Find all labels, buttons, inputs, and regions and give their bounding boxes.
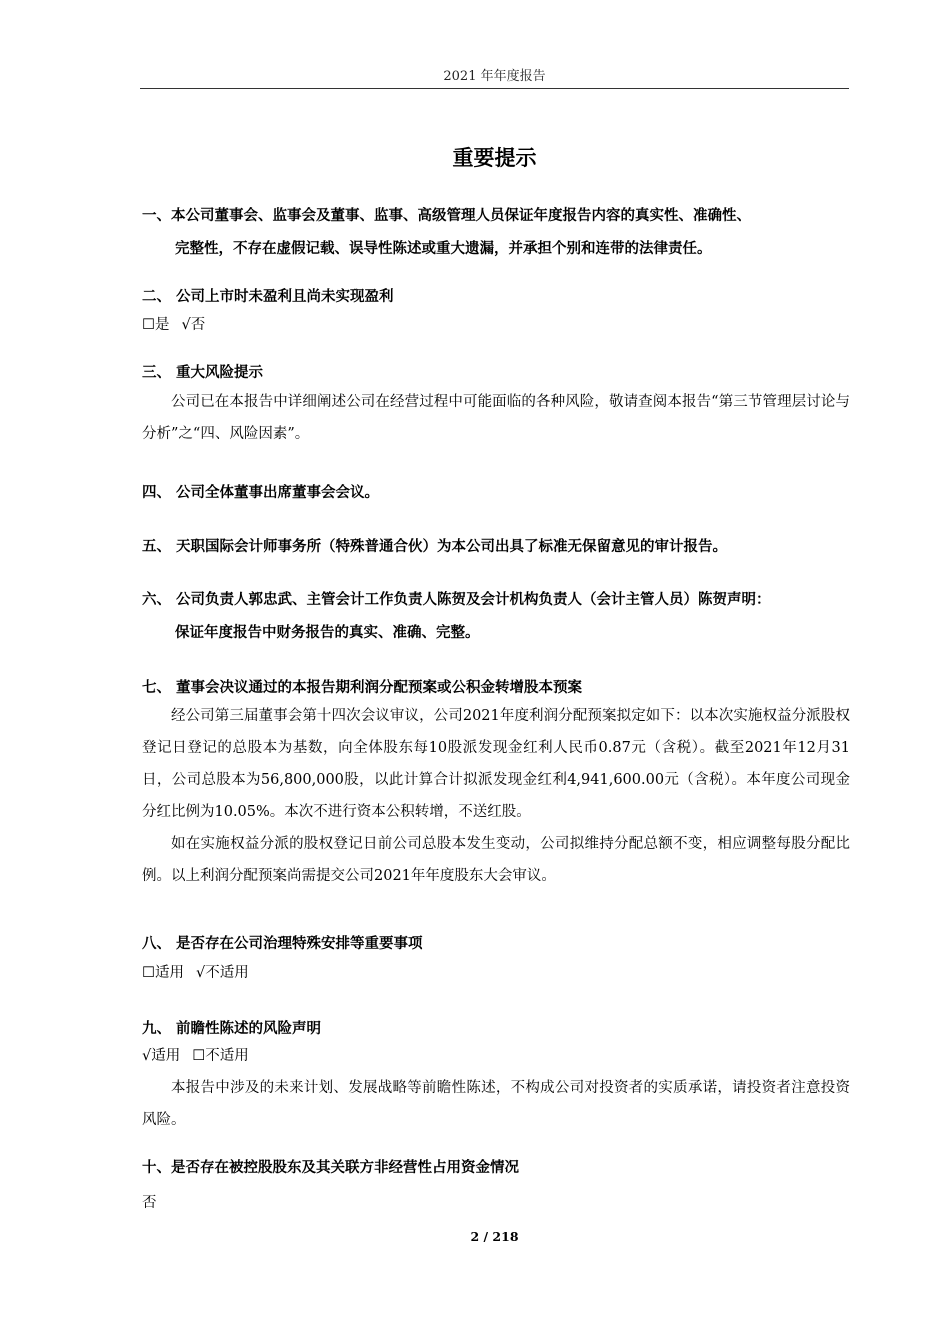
checkbox-no: √否 xyxy=(181,317,206,333)
section-7-body xyxy=(142,700,850,892)
section-6 xyxy=(142,584,771,650)
checkbox-apply: ☐适用 xyxy=(142,965,184,981)
section-1 xyxy=(142,200,751,266)
section-3-body xyxy=(142,386,850,450)
section-9-heading: 九、 前瞻性陈述的风险声明 xyxy=(142,1021,322,1037)
section-1-line1: 一、本公司董事会、监事会及董事、监事、高级管理人员保证年度报告内容的真实性、准确性、 xyxy=(142,208,751,224)
checkbox-not-apply: √不适用 xyxy=(196,965,249,981)
section-6-line1: 六、 公司负责人郭忠武、主管会计工作负责人陈贺及会计机构负责人（会计主管人员）陈贺声明： xyxy=(142,592,771,608)
section-2-heading: 二、 公司上市时未盈利且尚未实现盈利 xyxy=(142,289,394,305)
section-8-options xyxy=(142,957,850,989)
section-3-paragraph: 公司已在本报告中详细阐述公司在经营过程中可能面临的各种风险，敬请查阅本报告“第三节管理层讨论与分析”之“四、风险因素”。 xyxy=(142,394,850,442)
section-3-heading: 三、 重大风险提示 xyxy=(142,365,264,381)
section-10-heading: 十、是否存在被控股股东及其关联方非经营性占用资金情况 xyxy=(142,1160,519,1176)
section-9-body xyxy=(142,1040,850,1136)
page-number: 2 / 218 xyxy=(470,1229,519,1244)
section-5-heading: 五、 天职国际会计师事务所（特殊普通合伙）为本公司出具了标准无保留意见的审计报告。 xyxy=(142,539,728,555)
running-header: 2021 年年度报告 xyxy=(443,69,546,84)
section-9-paragraph: 本报告中涉及的未来计划、发展战略等前瞻性陈述，不构成公司对投资者的实质承诺，请投资者注意投资风险。 xyxy=(142,1080,850,1128)
section-8-heading: 八、 是否存在公司治理特殊安排等重要事项 xyxy=(142,936,423,952)
section-7-paragraph-1: 经公司第三届董事会第十四次会议审议，公司2021年度利润分配预案拟定如下：以本次实施权益分派股权登记日登记的总股本为基数，向全体股东每10股派发现金红利人民币0.87元（含税）。截至2021年12月31日，公司总股本为56,800,000股，以此计算合计拟派发现金红利4,941,600.00元（含税）。本年度公司现金分红比例为10.05%。本次不进行资本公积转增，不送红股。 xyxy=(142,708,850,820)
section-6-line2: 保证年度报告中财务报告的真实、准确、完整。 xyxy=(175,625,480,641)
header-divider xyxy=(140,88,849,89)
checkbox-apply: √适用 xyxy=(142,1048,181,1064)
section-1-line2: 完整性，不存在虚假记载、误导性陈述或重大遗漏，并承担个别和连带的法律责任。 xyxy=(175,241,712,257)
section-7-paragraph-2: 如在实施权益分派的股权登记日前公司总股本发生变动，公司拟维持分配总额不变，相应调整每股分配比例。以上利润分配预案尚需提交公司2021年年度股东大会审议。 xyxy=(142,836,850,884)
section-7-heading: 七、 董事会决议通过的本报告期利润分配预案或公积金转增股本预案 xyxy=(142,680,583,696)
section-10-answer: 否 xyxy=(142,1195,157,1211)
section-4-heading: 四、 公司全体董事出席董事会会议。 xyxy=(142,485,380,501)
section-9-options xyxy=(142,1040,850,1072)
checkbox-not-apply: ☐不适用 xyxy=(192,1048,249,1064)
section-2-options xyxy=(142,309,850,341)
page-title: 重要提示 xyxy=(452,146,537,170)
checkbox-yes: ☐是 xyxy=(142,317,170,333)
